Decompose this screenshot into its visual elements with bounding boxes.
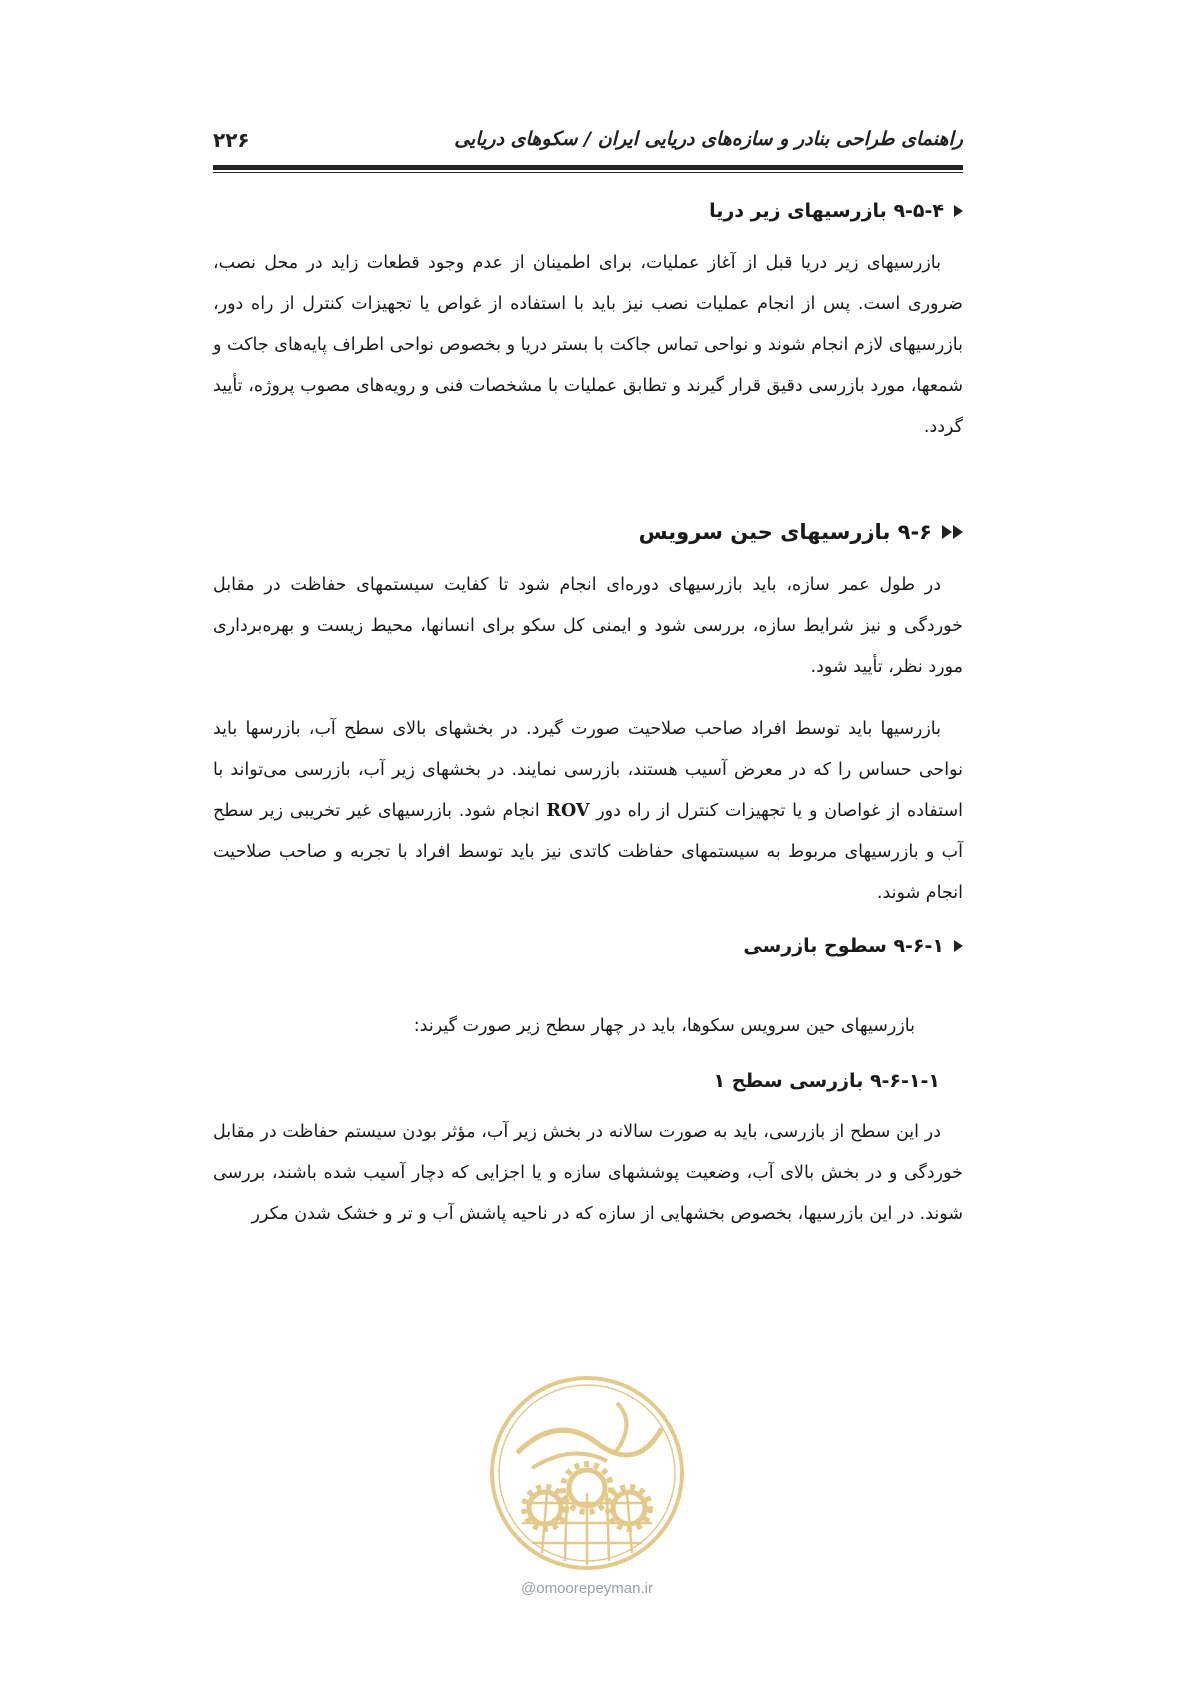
paragraph: بازرسیهای زیر دریا قبل از آغاز عملیات، برای اطمینان از عدم وجود قطعات زاید در محل نصب، ضروری است. پس از انجام عملیات نصب نیز باید با استفاده از غواص یا تجهیزات کنترل از راه دور، بازرسیهای لازم انجام شوند و نواحی تماس جاکت با بستر دریا و بخصوص نواحی اطراف پایه‌های جاکت و شمعها، مورد بازرسی دقیق قرار گیرند و تطابق عملیات با مشخصات فنی و رویه‌های مصوب پروژه، تأیید گردد.: [213, 253, 963, 437]
page-number: ۲۲۶: [213, 128, 250, 152]
section-heading-9-6-1: [743, 935, 963, 957]
paragraph-text: بازرسیها باید توسط افراد صاحب صلاحیت صورت گیرد. در بخشهای بالای سطح آب، بازرسها باید نواحی حساس را که در معرض آسیب هستند، بازرسی نمایند. در بخشهای زیر آب، بازرسی می‌تواند با استفاده از غواصان و یا تجهیزات کنترل از راه دور: [213, 719, 964, 821]
section-heading-text: ۹-۶-۱ سطوح بازرسی: [743, 935, 944, 957]
header-rule-thick: [213, 165, 963, 170]
paragraph-text: انجام شود. بازرسیهای غیر تخریبی زیر سطح آب و بازرسیهای مربوط به سیستمهای حفاظت کاتدی نیز باید توسط افراد با تجربه و صاحب صلاحیت انجام شوند.: [213, 801, 963, 903]
paragraph: [213, 709, 963, 914]
running-header: [213, 128, 963, 158]
paragraph-block: [213, 709, 963, 914]
paragraph-block: [213, 243, 963, 448]
rov-term: ROV: [546, 801, 590, 821]
watermark-seal: [487, 1373, 687, 1573]
paragraph-block: [213, 1112, 963, 1235]
header-title: راهنمای طراحی بنادر و سازه‌های دریایی ایران / سکوهای دریایی: [454, 128, 963, 150]
bullet-arrow-icon: [954, 940, 963, 952]
header-rule-thin: [213, 172, 963, 173]
section-heading-text: ۹-۶ بازرسیهای حین سرویس: [638, 520, 932, 544]
paragraph-block: [213, 565, 963, 688]
section-heading-text: ۹-۶-۱-۱ بازرسی سطح ۱: [713, 1070, 940, 1092]
section-heading-9-6: [639, 520, 963, 544]
paragraph-block: [213, 1006, 963, 1047]
double-arrow-icon: [942, 525, 963, 539]
paragraph: در طول عمر سازه، باید بازرسیهای دوره‌ای انجام شود تا کفایت سیستمهای حفاظت در مقابل خوردگی و نیز شرایط سازه، بررسی شود و ایمنی کل سکو برای انسانها، محیط زیست و بهره‌برداری مورد نظر، تأیید شود.: [213, 575, 963, 677]
bullet-arrow-icon: [954, 205, 963, 217]
section-heading-text: ۹-۵-۴ بازرسیهای زیر دریا: [709, 200, 944, 222]
paragraph: در این سطح از بازرسی، باید به صورت سالانه در بخش زیر آب، مؤثر بودن سیستم حفاظت در مقابل خوردگی و در بخش بالای آب، وضعیت پوششهای سازه و یا اجزایی که دچار آسیب شده باشند، بررسی شوند. در این بازرسیها، بخصوص بخشهایی از سازه که در ناحیه پاشش آب و تر و خشک شدن مکرر: [213, 1122, 963, 1224]
section-heading-9-5-4: [709, 200, 963, 222]
section-heading-9-6-1-1: [714, 1070, 940, 1092]
watermark-url: @omoorepeyman.ir: [521, 1580, 653, 1597]
paragraph: بازرسیهای حین سرویس سکوها، باید در چهار سطح زیر صورت گیرند:: [413, 1016, 915, 1036]
